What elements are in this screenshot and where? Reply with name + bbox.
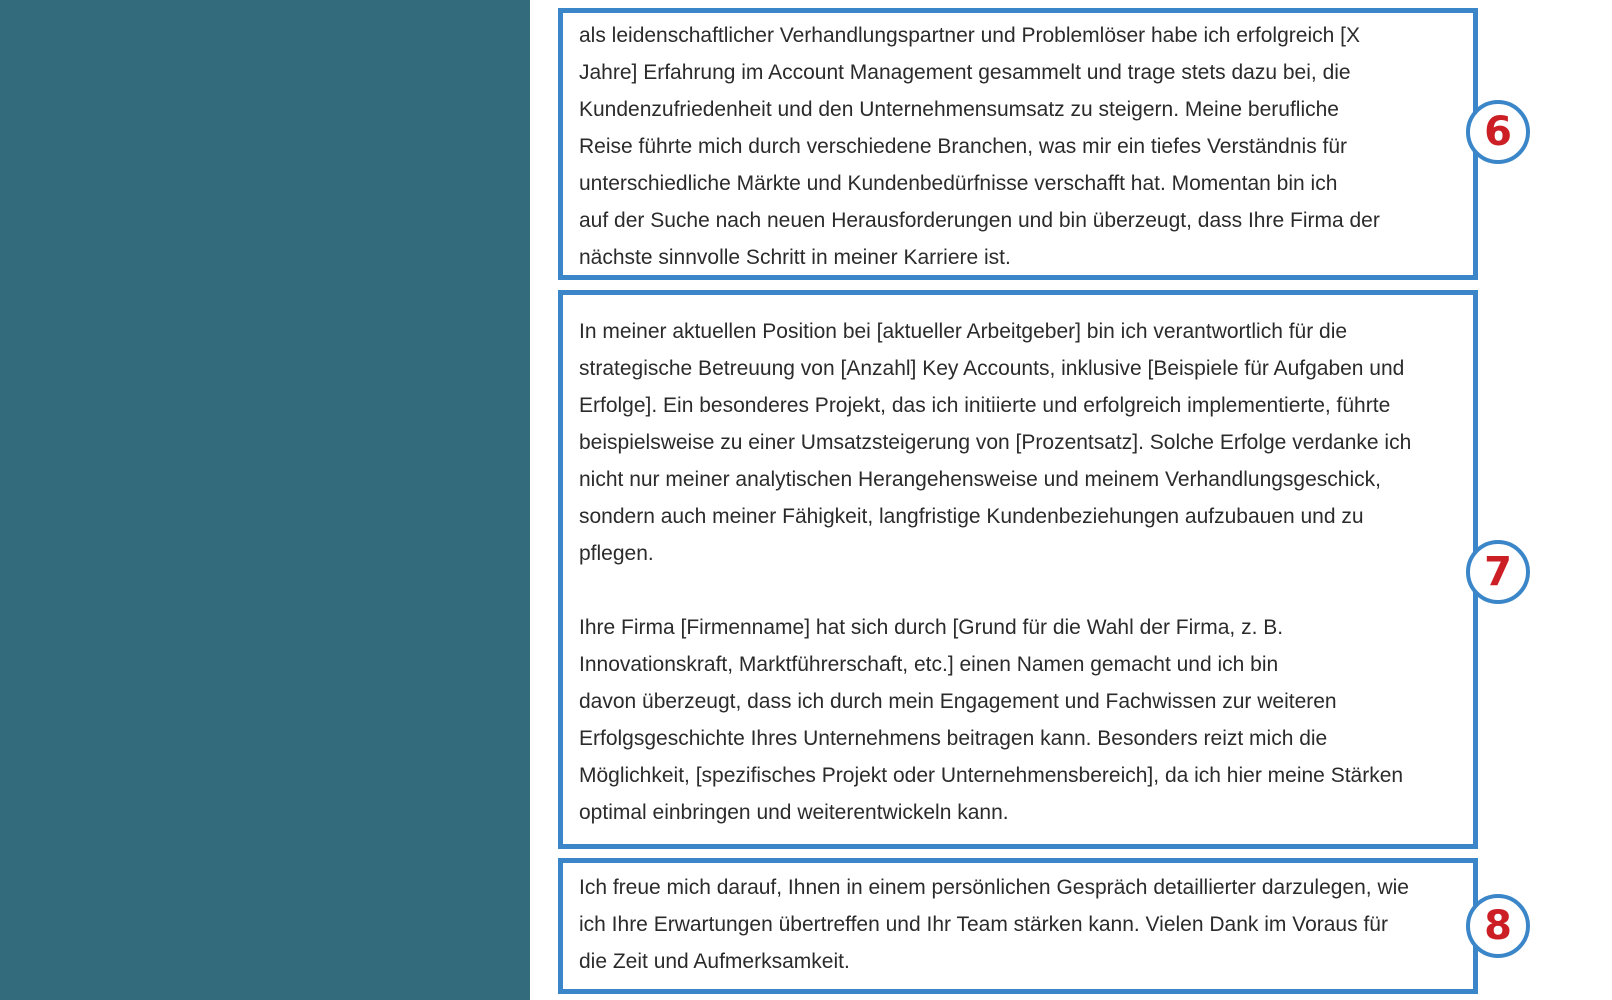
- section-box-7: [558, 290, 1478, 849]
- section-number-badge-8: 8: [1466, 894, 1530, 958]
- section-7-paragraph-1: In meiner aktuellen Position bei [aktueller Arbeitgeber] bin ich verantwortlich für die strategische Betreuung von [Anzahl] Key Accounts, inklusive [Beispiele für Aufgaben und Erfolge]. Ein besonderes Projekt, das ich initiierte und erfolgreich implementierte, führte beispielsweise zu einer Umsatzsteigerung von [Prozentsatz]. Solche Erfolge verdanke ich nicht nur meiner analytischen Herangehensweise und meinem Verhandlungsgeschick, sondern auch meiner Fähigkeit, langfristige Kundenbeziehungen aufzubauen und zu pflegen.: [579, 320, 1412, 565]
- section-6-text: als leidenschaftlicher Verhandlungspartner und Problemlöser habe ich erfolgreich [X Jahre] Erfahrung im Account Management gesammelt und trage stets dazu bei, die Kundenzufriedenheit und den Unternehmensumsatz zu steigern. Meine berufliche Reise führte mich durch verschiedene Branchen, was mir ein tiefes Verständnis für unterschiedliche Märkte und Kundenbedürfnisse verschafft hat. Momentan bin ich auf der Suche nach neuen Herausforderungen und bin überzeugt, dass Ihre Firma der nächste sinnvolle Schritt in meiner Karriere ist.: [579, 24, 1380, 269]
- section-number-badge-6: 6: [1466, 100, 1530, 164]
- section-box-8: [558, 858, 1478, 994]
- section-7-paragraph-2: Ihre Firma [Firmenname] hat sich durch [Grund für die Wahl der Firma, z. B. Innovationskraft, Marktführerschaft, etc.] einen Namen gemacht und ich bin davon überzeugt, dass ich durch mein Engagement und Fachwissen zur weiteren Erfolgsgeschichte Ihres Unternehmens beitragen kann. Besonders reizt mich die Möglichkeit, [spezifisches Projekt oder Unternehmensbereich], da ich hier meine Stärken optimal einbringen und weiterentwickeln kann.: [579, 616, 1404, 824]
- section-8-text: Ich freue mich darauf, Ihnen in einem persönlichen Gespräch detaillierter darzulegen, wie ich Ihre Erwartungen übertreffen und Ihr Team stärken kann. Vielen Dank im Voraus für die Zeit und Aufmerksamkeit.: [579, 876, 1409, 973]
- section-box-6: [558, 8, 1478, 280]
- sidebar-panel: [0, 0, 530, 1000]
- section-number-badge-7: 7: [1466, 540, 1530, 604]
